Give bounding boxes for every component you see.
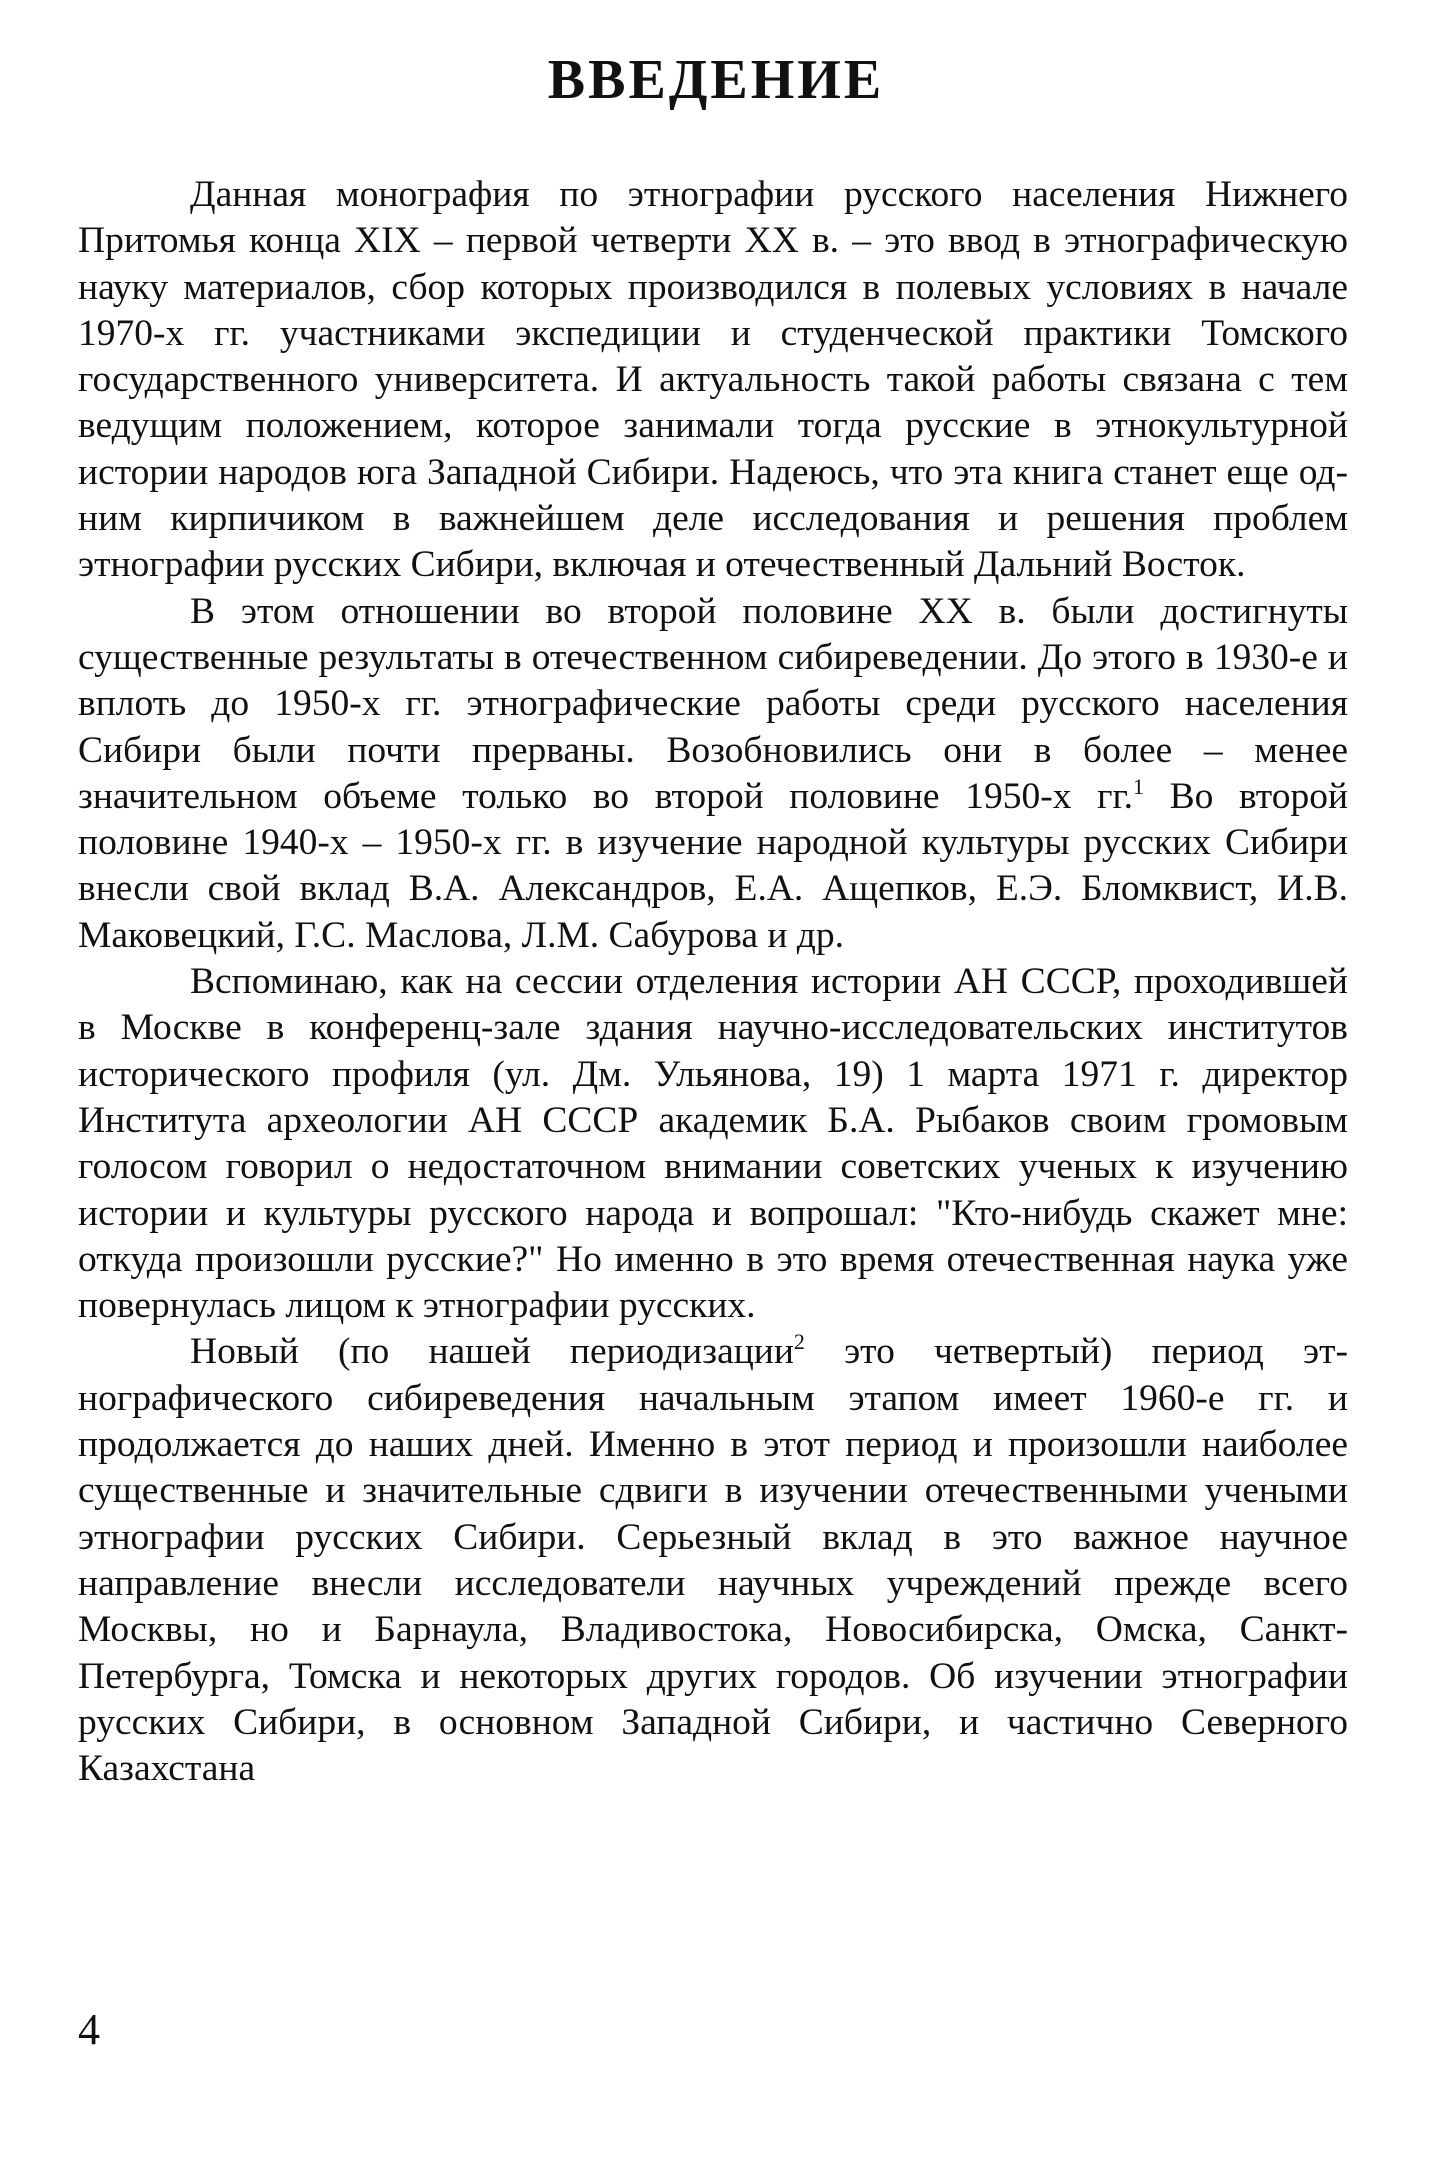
paragraph-2-text-b: Во второй половине 1940-х – 1950-х гг. в изучение народной культуры русских Сибири внесли свой вклад В.А. Александров, Е.А. Ащепков, Е.Э. Бломквист, И.В. Маковецкий, Г.С. Маслова, Л.М. Сабурова и др. (78, 775, 1349, 956)
body-text (78, 172, 1348, 1792)
footnote-ref-2: 2 (793, 1329, 805, 1355)
paragraph-1: Данная монография по этнографии русского населения Нижнего Притомья конца XIX – первой четверти XX в. – это ввод в этнографическую науку материалов, сбор которых производился в полевых условиях в начале 1970-х гг. участниками экспедиции и студенческой практики Томского государственного университета. И актуальность такой работы связана с тем ведущим положением, которое занимали тогда русские в этнокультурной истории народов юга Западной Сибири. Надеюсь, что эта книга станет еще одним кирпичиком в важнейшем деле исследования и решения проблем этнографии русских Сибири, включая и отечественный Дальний Восток. (78, 174, 1348, 586)
paragraph-2-text-a: В этом отношении во второй половине XX в. были достигнуты существенные результаты в отечественном сибиреведении. До этого в 1930-е и вплоть до 1950-х гг. этнографические работы среди русского населения Сибири были почти прерваны. Возобновились они в более – менее значительном объеме только во второй половине 1950-х гг. (78, 590, 1348, 817)
paragraph-3: Вспоминаю, как на сессии отделения истории АН СССР, проходившей в Москве в конференц-зале здания научно-исследовательских институтов исторического профиля (ул. Дм. Ульянова, 19) 1 марта 1971 г. директор Института археологии АН СССР академик Б.А. Рыбаков своим громовым голосом говорил о недостаточном внимании советских ученых к изучению истории и культуры русского народа и вопрошал: "Кто-нибудь скажет мне: откуда произошли русские?" Но именно в это время отечественная наука уже повернулась лицом к этнографии русских. (78, 961, 1348, 1327)
paragraph-4 (78, 1329, 1348, 1792)
paragraph-2 (78, 589, 1348, 959)
page-number: 4 (78, 2005, 100, 2054)
footnote-ref-1: 1 (1133, 773, 1144, 799)
page-title: ВВЕДЕНИЕ (547, 49, 885, 111)
paragraph-4-text-b: это четвертый) период этнографического сибиреведения начальным этапом имеет 1960-е гг. и продолжается до наших дней. Именно в этот период и произошли наиболее существенные и значительные сдвиги в изучении отечественными учеными этнографии русских Сибири. Серьезный вклад в это важное научное направление внесли исследователи научных учреждений прежде всего Москвы, но и Барнаула, Владивостока, Новосибирска, Омска, Санкт-Петербурга, Томска и некоторых других городов. Об изучении этнографии русских Сибири, в основном Западной Сибири, и частично Северного Казахстана (78, 1331, 1349, 1790)
paragraph-4-text-a: Новый (по нашей периодизации (190, 1331, 794, 1373)
